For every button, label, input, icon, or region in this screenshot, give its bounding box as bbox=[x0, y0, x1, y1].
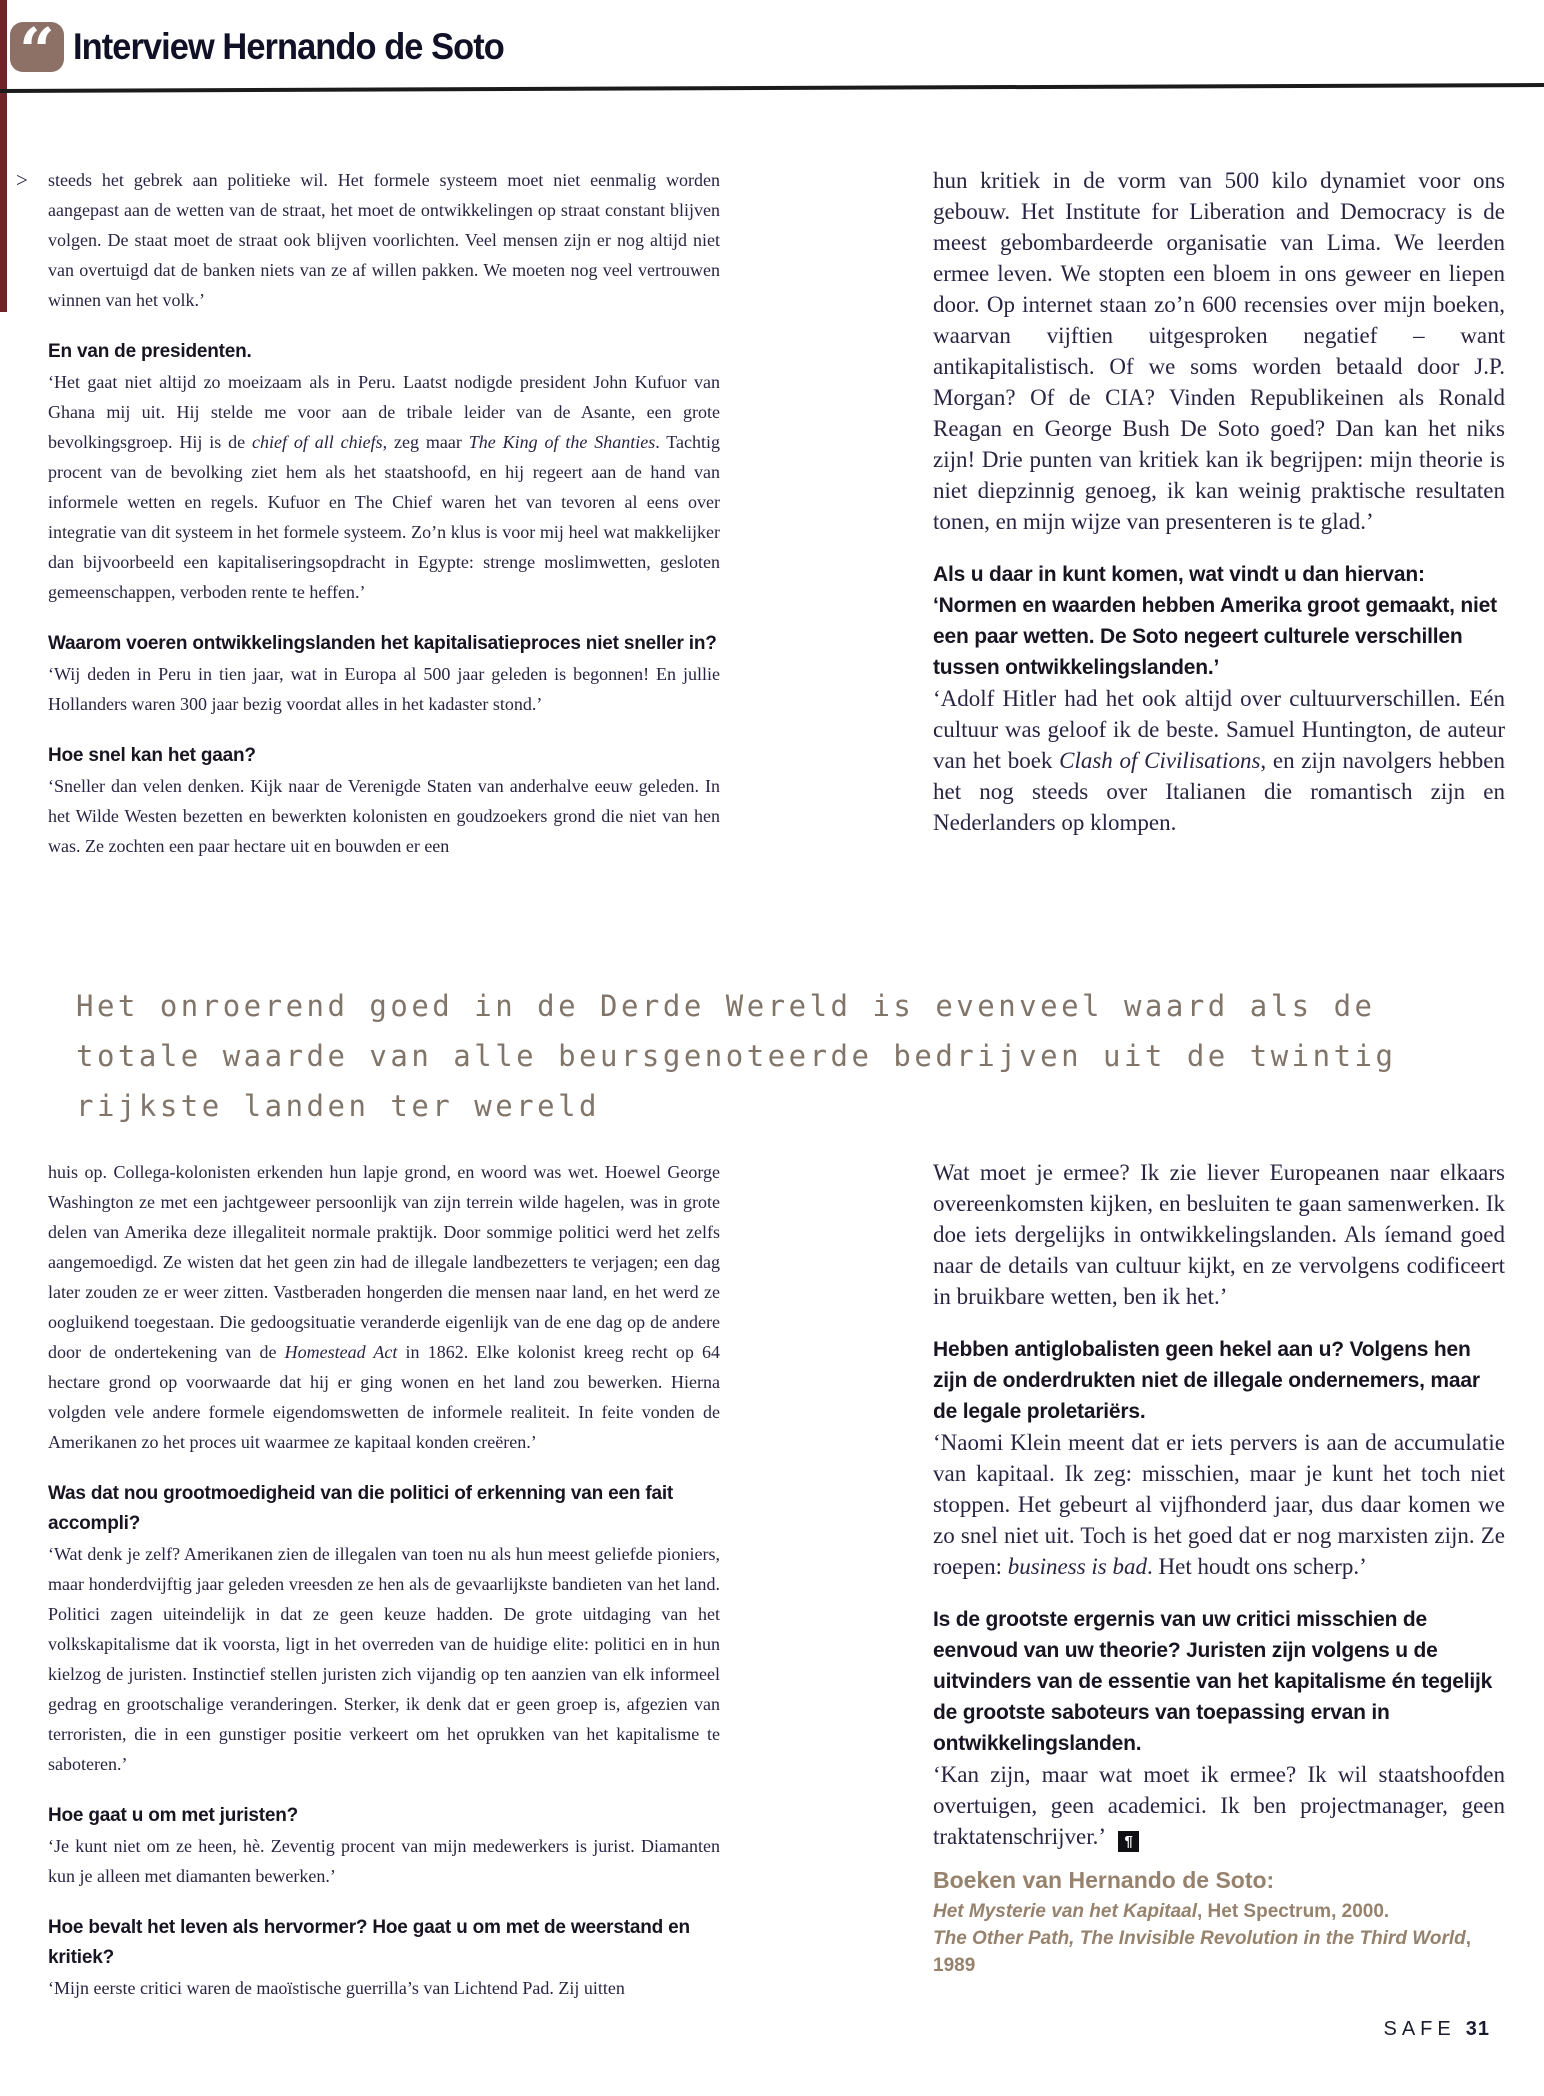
question-heading: Hebben antiglobalisten geen hekel aan u? Volgens hen zijn de onderdrukten niet de illegale ondernemers, maar de legale proletariërs. bbox=[933, 1338, 1480, 1423]
page-edge-strip bbox=[0, 0, 7, 312]
question-heading: Hoe bevalt het leven als hervormer? Hoe gaat u om met de weerstand en kritiek? bbox=[48, 1917, 690, 1968]
answer-paragraph: ‘Naomi Klein meent dat er iets pervers is aan de accumulatie van kapitaal. Ik zeg: misschien, maar je kunt het toch niet stoppen. Het gebeurt al vijfhonderd jaar, dus daar komen we zo snel niet uit. Toch is het goed dat er nog marxisten zijn. Ze roepen: business is bad. Het houdt ons scherp.’ bbox=[933, 1430, 1505, 1579]
article-header bbox=[10, 22, 536, 72]
bottom-section bbox=[48, 1157, 1505, 2003]
answer-paragraph: ‘Adolf Hitler had het ook altijd over cultuurverschillen. Eén cultuur was geloof ik de beste. Samuel Huntington, de auteur van het boek Clash of Civilisations, en zijn navolgers hebben het nog steeds over Italianen die romantisch zijn en Nederlanders op klompen. bbox=[933, 686, 1505, 835]
pull-quote: Het onroerend goed in de Derde Wereld is evenveel waard als de totale waarde van alle beursgenoteerde bedrijven uit de twintig rijkste landen ter wereld bbox=[76, 989, 1397, 1123]
article-body bbox=[48, 165, 1505, 2003]
top-section bbox=[48, 165, 1505, 973]
header-rule bbox=[0, 83, 1544, 93]
page-number: 31 bbox=[1465, 2018, 1490, 2040]
question-heading: Was dat nou grootmoedigheid van die politici of erkenning van een fait accompli? bbox=[48, 1483, 674, 1534]
answer-paragraph: ‘Wij deden in Peru in tien jaar, wat in Europa al 500 jaar geleden is begonnen! En jullie Hollanders waren 300 jaar bezig voordat alles in het kadaster stond.’ bbox=[48, 664, 720, 714]
answer-paragraph: ‘Mijn eerste critici waren de maoïstische guerrilla’s van Lichtend Pad. Zij uitten bbox=[48, 1978, 625, 1998]
quote-glyph: “ bbox=[19, 22, 55, 72]
books-section bbox=[933, 1866, 1505, 1979]
continuation-marker: > bbox=[16, 168, 28, 192]
end-of-article-mark: ¶ bbox=[1118, 1831, 1139, 1852]
answer-paragraph: ‘Je kunt niet om ze heen, hè. Zeventig procent van mijn medewerkers is jurist. Diamanten kun je alleen met diamanten bewerken.’ bbox=[48, 1836, 720, 1886]
paragraph: Wat moet je ermee? Ik zie liever Europeanen naar elkaars overeenkomsten kijken, en besluiten te gaan samenwerken. Ik doe iets dergelijks in ontwikkelingslanden. Als íemand goed naar de details van cultuur kijkt, en ze vervolgens codificeert in bruikbare wetten, ben ik het.’ bbox=[933, 1160, 1505, 1309]
book-item: Het Mysterie van het Kapitaal, Het Spectrum, 2000. bbox=[933, 1901, 1390, 1922]
paragraph-continuation: huis op. Collega-kolonisten erkenden hun lapje grond, en woord was wet. Hoewel George Washington ze met een jachtgeweer persoonlijk van zijn terrein wilde hagelen, was in grote delen van Amerika deze illegaliteit normale praktijk. Door sommige politici werd het zelfs aangemoedigd. Ze wisten dat het geen zin had de illegale landbezetters te verjagen; een dag later zouden ze er weer zitten. Vastberaden hongerden die mensen naar land, en het werd ze oogluikend toegestaan. Die gedoogsituatie veranderde eigenlijk van de ene dag op de andere door de ondertekening van de Homestead Act in 1862. Elke kolonist kreeg recht op 64 hectare grond op voorwaarde dat hij er ging wonen en het land zou bewerken. Hierna volgden vele andere formele eigendomswetten de informele realiteit. In feite vonden de Amerikanen zo het proces uit waarmee ze kapitaal konden creëren.’ bbox=[48, 1162, 720, 1452]
quote-icon bbox=[10, 22, 64, 72]
question-heading: En van de presidenten. bbox=[48, 341, 252, 362]
answer-text: ‘Kan zijn, maar wat moet ik ermee? Ik wil staatshoofden overtuigen, geen academici. Ik ben projectmanager, geen traktatenschrijver.’ bbox=[933, 1762, 1505, 1849]
answer-paragraph: ‘Wat denk je zelf? Amerikanen zien de illegalen van toen nu als hun meest geliefde pioniers, maar honderdvijftig jaar geleden vreesden ze hen als de gevaarlijkste bandieten van het land. Politici zagen uiteindelijk in dat ze geen keuze hadden. De grote uitdaging van het volkskapitalisme dat ik voorsta, ligt in het overreden van de huidige elite: politici en in hun kielzog de juristen. Instinctief stellen juristen zich vijandig op ten aanzien van elk informeel gedrag en grootschalige veranderingen. Sterker, ik denk dat er geen groep is, afgezien van terroristen, die in een gunstiger positie verkeert om het oprukken van het kapitalisme te saboteren.’ bbox=[48, 1544, 720, 1774]
book-item: The Other Path, The Invisible Revolution in the Third World, 1989 bbox=[933, 1928, 1472, 1976]
right-column-top bbox=[933, 165, 1505, 838]
question-heading: Hoe gaat u om met juristen? bbox=[48, 1805, 299, 1826]
page-title: Interview Hernando de Soto bbox=[73, 26, 504, 67]
answer-paragraph: ‘Het gaat niet altijd zo moeizaam als in Peru. Laatst nodigde president John Kufuor van Ghana mij uit. Hij stelde me voor aan de tribale leider van de Asante, een grote bevolkingsgroep. Hij is de chief of all chiefs, zeg maar The King of the Shanties. Tachtig procent van de bevolking ziet hem als het staatshoofd, en hij regeert aan de hand van informele wetten en regels. Kufuor en The Chief waren het van tevoren al eens over integratie van dit systeem in het formele systeem. Zo’n klus is voor mij heel wat makkelijker dan bijvoorbeeld een kapitaliseringsopdracht in Egypte: strenge moslimwetten, gesloten gemeenschappen, verboden rente te heffen.’ bbox=[48, 372, 720, 602]
right-column-bottom bbox=[933, 1157, 1505, 1979]
page-footer bbox=[1384, 2018, 1491, 2041]
paragraph: hun kritiek in de vorm van 500 kilo dynamiet voor ons gebouw. Het Institute for Liberation and Democracy is de meest gebombardeerde organisatie van Lima. We leerden ermee leven. We stopten een bloem in ons geweer en liepen door. Op internet staan zo’n 600 recensies over mijn boeken, waarvan vijftien uitgesproken negatief – want antikapitalistisch. Of we soms worden betaald door J.P. Morgan? Of de CIA? Vinden Republikeinen als Ronald Reagan en George Bush De Soto goed? Dan kan het niks zijn! Drie punten van kritiek kan ik begrijpen: mijn theorie is niet diepzinnig genoeg, ik kan weinig praktische resultaten tonen, en mijn wijze van presenteren is te glad.’ bbox=[933, 168, 1505, 534]
question-heading: Hoe snel kan het gaan? bbox=[48, 745, 256, 766]
magazine-name: SAFE bbox=[1383, 2018, 1456, 2040]
question-heading: Als u daar in kunt komen, wat vindt u dan hiervan: ‘Normen en waarden hebben Amerika groot gemaakt, niet een paar wetten. De Soto negeert culturele verschillen tussen ontwikkelingslanden.’ bbox=[933, 563, 1497, 679]
answer-paragraph: ‘Sneller dan velen denken. Kijk naar de Verenigde Staten van anderhalve eeuw geleden. In het Wilde Westen bezetten en bewerkten kolonisten en goudzoekers grond die niet van hen was. Ze zochten een paar hectare uit en bouwden er een bbox=[48, 776, 720, 856]
left-column-top bbox=[48, 165, 720, 861]
left-column-bottom bbox=[48, 1157, 720, 2003]
question-heading: Is de grootste ergernis van uw critici misschien de eenvoud van uw theorie? Juristen zijn volgens u de uitvinders van de essentie van het kapitalisme én tegelijk de grootste saboteurs van toepassing ervan in ontwikkelingslanden. bbox=[933, 1608, 1493, 1755]
books-heading: Boeken van Hernando de Soto: bbox=[933, 1867, 1275, 1893]
question-heading: Waarom voeren ontwikkelingslanden het kapitalisatieproces niet sneller in? bbox=[48, 633, 717, 654]
answer-paragraph bbox=[933, 1759, 1505, 1852]
paragraph-intro: steeds het gebrek aan politieke wil. Het formele systeem moet niet eenmalig worden aangepast aan de wetten van de straat, het moet de ontwikkelingen op straat constant blijven volgen. De staat moet de straat ook blijven voorlichten. Veel mensen zijn er nog altijd niet van overtuigd dat de banken niets van ze af willen pakken. We moeten nog veel vertrouwen winnen van het volk.’ bbox=[48, 170, 720, 310]
